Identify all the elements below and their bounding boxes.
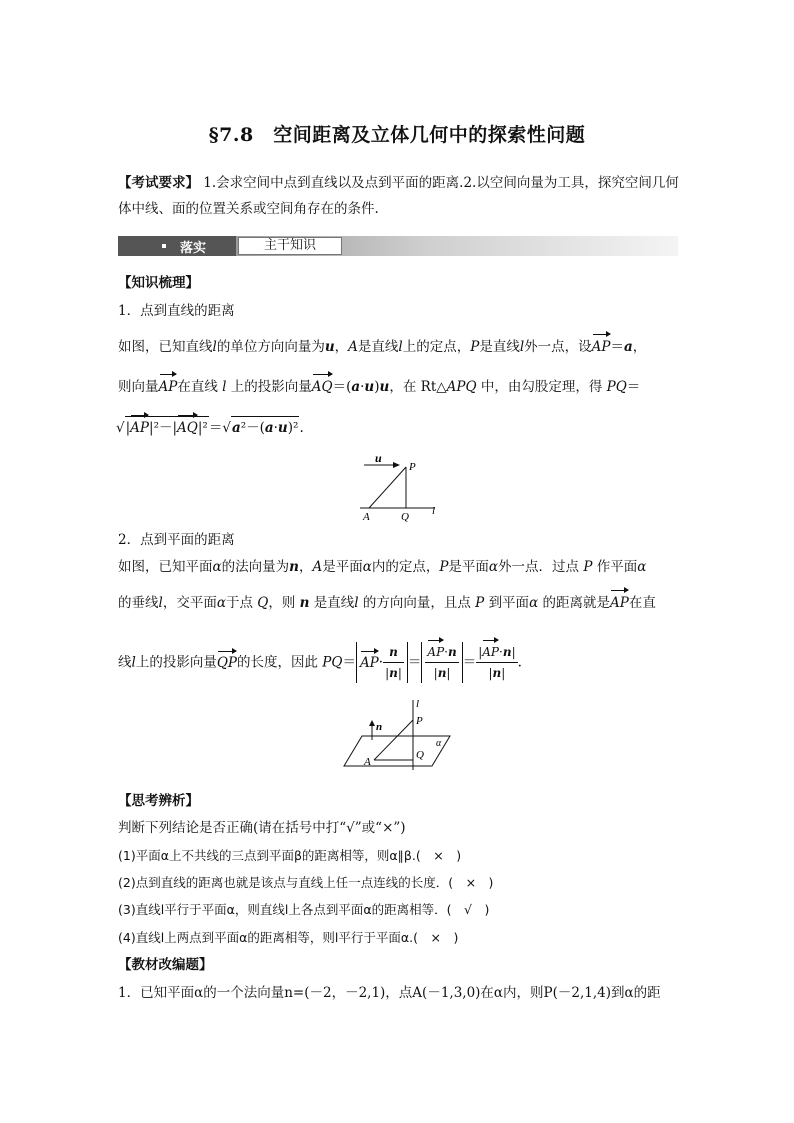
exam-requirement-line1 (118, 172, 679, 194)
section1-formula: √|AP|²－|AQ|²＝√a²－(a·u)². (116, 416, 304, 439)
label-Q: Q (401, 511, 409, 523)
section2-paragraph-line1: 如图，已知平面α的法向量为n，A是平面α内的定点，P是平面α外一点．过点 P 作平面α (118, 559, 647, 575)
think-item-2: (2)点到直线的距离也就是该点与直线上任一点连线的长度．( × ) (118, 875, 494, 890)
label-alpha: α (436, 738, 442, 749)
banner-lead-label: 落实 (180, 241, 207, 256)
think-item-1: (1)平面α上不共线的三点到平面β的距离相等，则α∥β.( × ) (118, 848, 462, 863)
think-item-4: (4)直线l上两点到平面α的距离相等，则l平行于平面α.( × ) (118, 930, 459, 945)
banner-tab-label: 主干知识 (238, 237, 342, 255)
textbook-question-1: 1．已知平面α的一个法向量n=(－2，－2,1)，点A(－1,3,0)在α内，则P(－2,1,4)到α的距 (118, 985, 661, 1001)
label-l: l (432, 505, 436, 517)
think-header: 【思考辨析】 (118, 793, 199, 809)
label-A: A (363, 511, 370, 523)
label-Q: Q (416, 749, 424, 761)
exam-requirement-line2: 体中线、面的位置关系或空间角存在的条件. (118, 201, 379, 217)
figure-point-plane-distance (340, 696, 460, 772)
plane-alpha (344, 736, 450, 766)
page-title: §7.8 空间距离及立体几何中的探索性问题 (208, 124, 586, 146)
exam-requirement-label: 【考试要求】 (118, 175, 199, 191)
textbook-header: 【教材改编题】 (118, 957, 213, 973)
think-intro: 判断下列结论是否正确(请在括号中打“√”或“×”) (118, 820, 406, 836)
section1-heading: 1．点到直线的距离 (118, 303, 235, 319)
label-l: l (416, 698, 420, 710)
think-item-3: (3)直线l平行于平面α，则直线l上各点到平面α的距离相等．( √ ) (118, 902, 490, 917)
label-P: P (416, 715, 423, 727)
section2-paragraph-line3: 线l上的投影向量QP的长度，因此 PQ＝ AP· $\frac{n}{|n|}$ ＝ $\frac{AP\cdot n}{|n|}$ ＝ $\frac{|AP\cdot n|}{|n|}$ . (118, 642, 522, 690)
label-P: P (409, 461, 416, 473)
knowledge-header: 【知识梳理】 (118, 275, 199, 291)
section2-heading: 2．点到平面的距离 (118, 532, 235, 548)
label-u: u (375, 452, 382, 465)
normal-vector-arrowhead (369, 720, 375, 726)
segment-AP (369, 467, 406, 508)
exam-requirement-text1: 1.会求空间中点到直线以及点到平面的距离.2.以空间向量为工具，探究空间几何 (203, 175, 679, 191)
section2-paragraph-line2: 的垂线l，交平面α于点 Q，则 n 是直线l 的方向向量，且点 P 到平面α 的距离就是AP在直 (118, 592, 656, 614)
banner-lead-block (118, 236, 236, 256)
section1-paragraph-line1: 如图，已知直线l的单位方向向量为u，A是直线l上的定点，P是直线l外一点，设AP＝a， (118, 336, 646, 358)
label-n: n (376, 721, 383, 733)
section1-paragraph-line2: 则向量AP在直线 l 上的投影向量AQ＝(a·u)u，在 Rt△APQ 中，由勾股定理，得 PQ＝ (118, 376, 640, 398)
figure-point-line-distance (355, 452, 445, 524)
label-A: A (364, 756, 371, 768)
section-banner (118, 236, 678, 256)
banner-square-icon (162, 244, 166, 248)
vector-u-arrowhead (393, 462, 400, 468)
